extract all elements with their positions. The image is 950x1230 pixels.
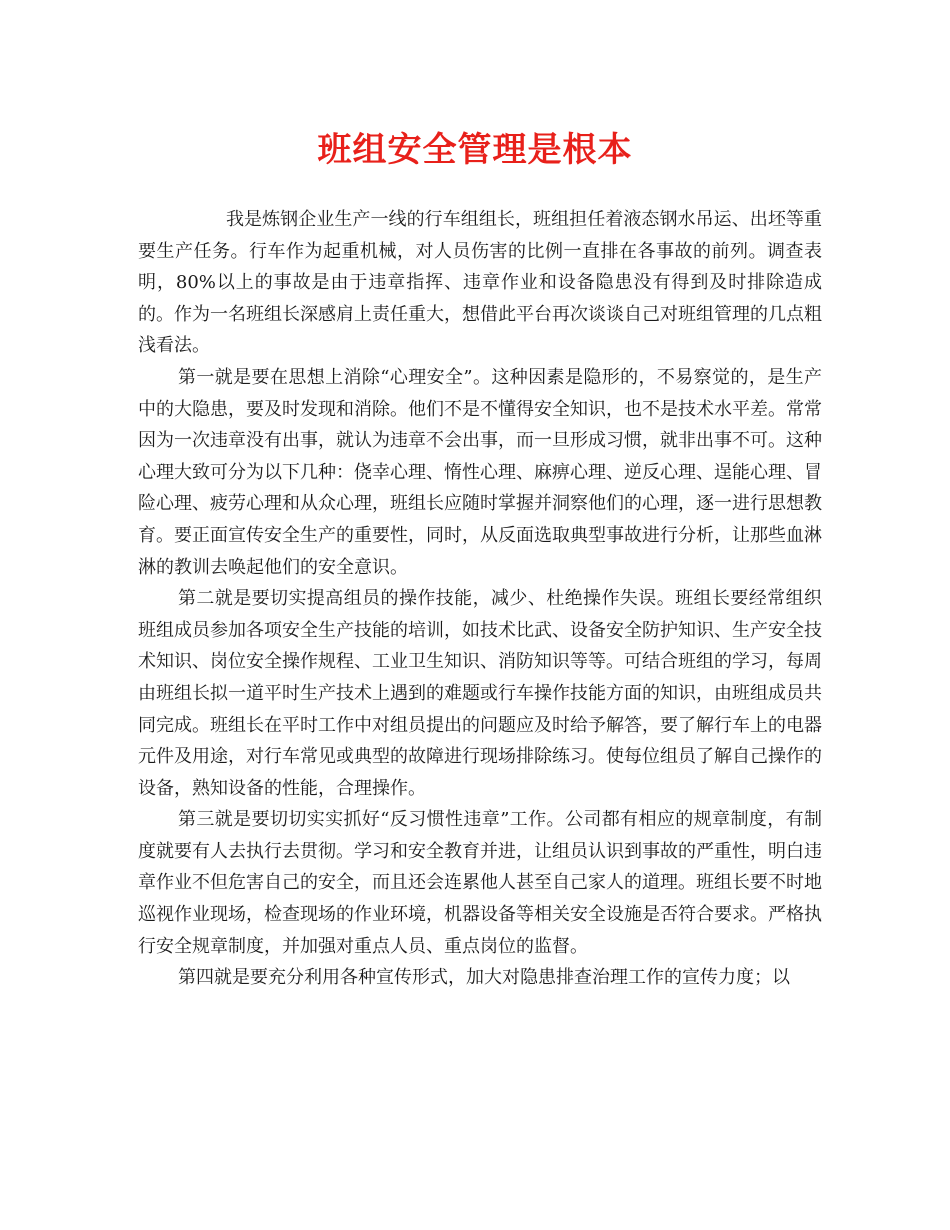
- paragraph-third-point: 第三就是要切切实实抓好“反习惯性违章”工作。公司都有相应的规章制度，有制度就要有人去执行去贯彻。学习和安全教育并进，让组员认识到事故的严重性，明白违章作业不但危害自己的安全，而且还会连累他人甚至自己家人的道理。班组长要不时地巡视作业现场，检查现场的作业环境，机器设备等相关安全设施是否符合要求。严格执行安全规章制度，并加强对重点人员、重点岗位的监督。: [138, 809, 822, 957]
- paragraph-second-point: 第二就是要切实提高组员的操作技能，减少、杜绝操作失误。班组长要经常组织班组成员参加各项安全生产技能的培训，如技术比武、设备安全防护知识、生产安全技术知识、岗位安全操作规程、工业卫生知识、消防知识等等。可结合班组的学习，每周由班组长拟一道平时生产技术上遇到的难题或行车操作技能方面的知识，由班组成员共同完成。班组长在平时工作中对组员提出的问题应及时给予解答，要了解行车上的电器元件及用途，对行车常见或典型的故障进行现场排除练习。使每位组员了解自己操作的设备，熟知设备的性能，合理操作。: [138, 588, 822, 799]
- paragraph-fourth-point: 第四就是要充分利用各种宣传形式，加大对隐患排查治理工作的宣传力度；以: [178, 967, 790, 989]
- paragraph-first-point: 第一就是要在思想上消除“心理安全”。这种因素是隐形的，不易察觉的，是生产中的大隐患，要及时发现和消除。他们不是不懂得安全知识，也不是技术水平差。常常因为一次违章没有出事，就认为违章不会出事，而一旦形成习惯，就非出事不可。这种心理大致可分为以下几种：侥幸心理、惰性心理、麻痹心理、逆反心理、逞能心理、冒险心理、疲劳心理和从众心理，班组长应随时掌握并洞察他们的心理，逐一进行思想教育。要正面宣传安全生产的重要性，同时，从反面选取典型事故进行分析，让那些血淋淋的教训去唤起他们的安全意识。: [138, 366, 822, 578]
- document-title: 班组安全管理是根本: [317, 130, 633, 170]
- document-body: [138, 204, 822, 994]
- paragraph-intro: 我是炼钢企业生产一线的行车组组长，班组担任着液态钢水吊运、出坯等重要生产任务。行车作为起重机械，对人员伤害的比例一直排在各事故的前列。调查表明，80%以上的事故是由于违章指挥、违章作业和设备隐患没有得到及时排除造成的。作为一名班组长深感肩上责任重大，想借此平台再次谈谈自己对班组管理的几点粗浅看法。: [138, 209, 822, 357]
